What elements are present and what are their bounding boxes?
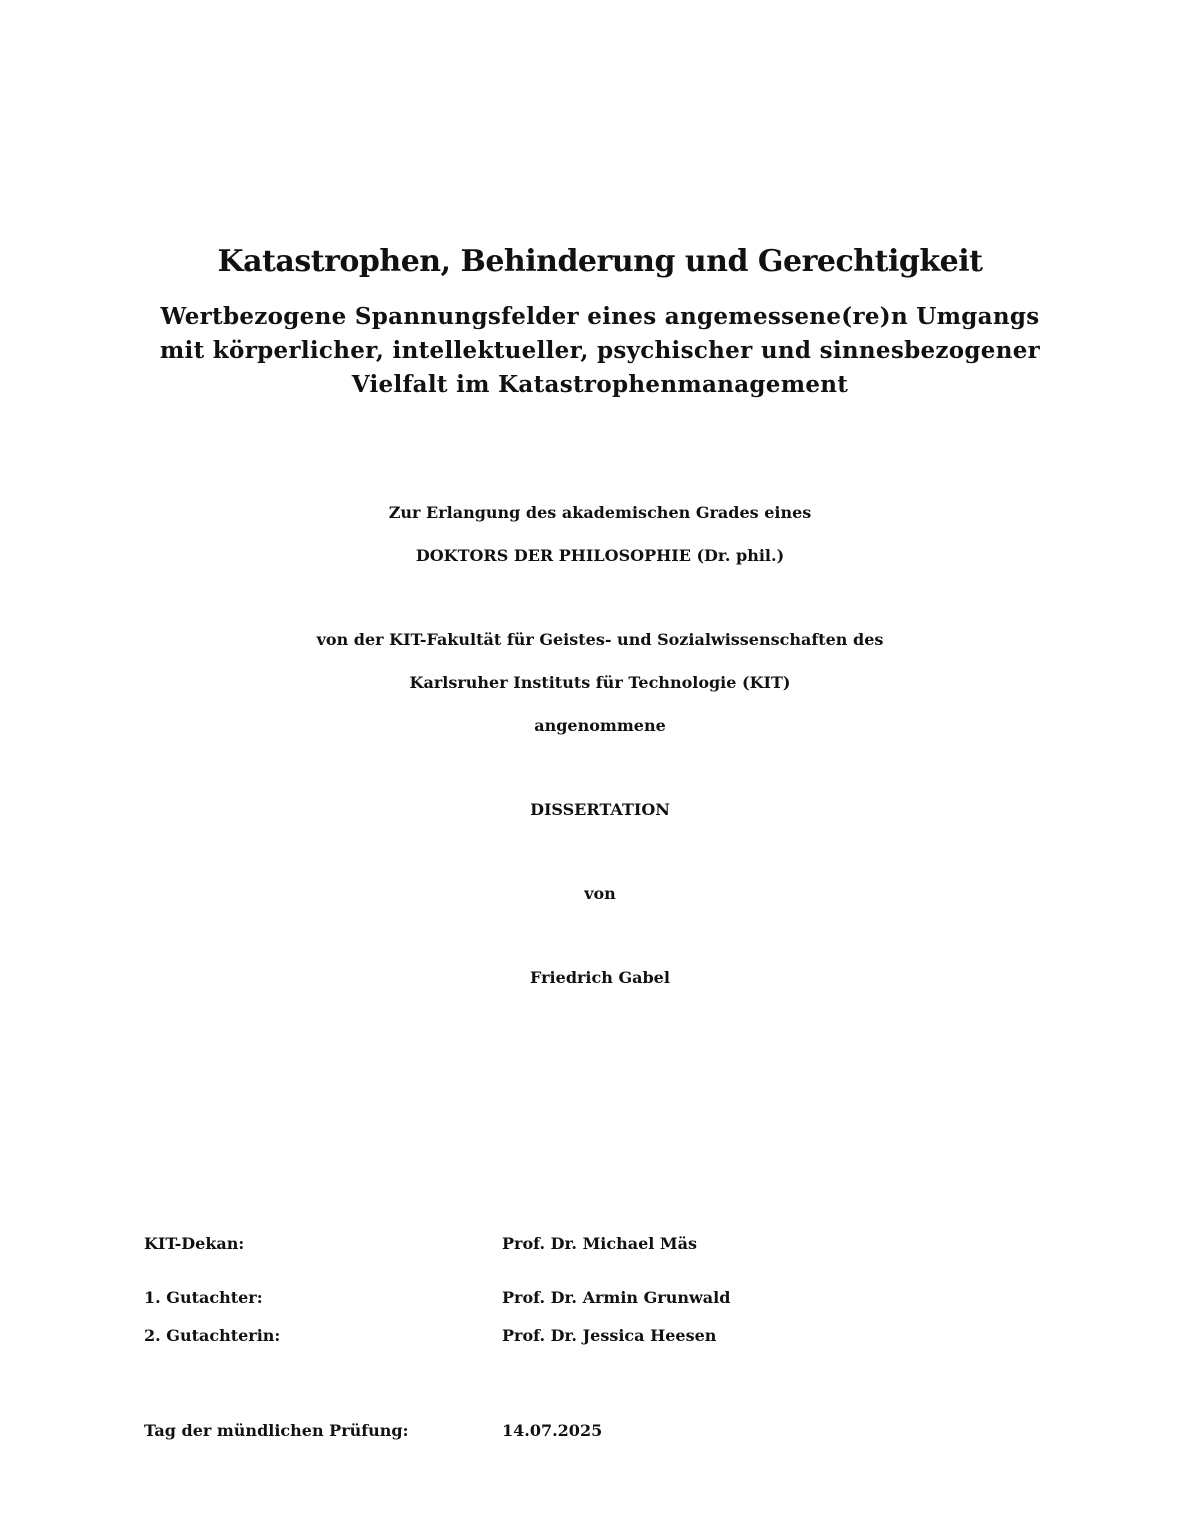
- committee-value: Prof. Dr. Michael Mäs: [502, 1234, 698, 1253]
- von-label: von: [584, 884, 616, 903]
- author-name: Friedrich Gabel: [530, 968, 670, 987]
- subtitle-line-1: Wertbezogene Spannungsfelder eines angemessene(re)n Umgangs: [160, 303, 1040, 330]
- exam-date-label: Tag der mündlichen Prüfung:: [144, 1421, 409, 1440]
- document-title: Katastrophen, Behinderung und Gerechtigkeit: [217, 244, 983, 279]
- committee-value: Prof. Dr. Jessica Heesen: [502, 1326, 717, 1345]
- committee-label: 2. Gutachterin:: [144, 1326, 281, 1345]
- faculty-line-3: angenommene: [534, 716, 666, 735]
- committee-value: Prof. Dr. Armin Grunwald: [502, 1288, 731, 1307]
- committee-label: KIT-Dekan:: [144, 1234, 245, 1253]
- faculty-line-1: von der KIT-Fakultät für Geistes- und Sozialwissenschaften des: [316, 630, 884, 649]
- document-type: DISSERTATION: [530, 800, 670, 819]
- committee-label: 1. Gutachter:: [144, 1288, 263, 1307]
- degree-line-1: Zur Erlangung des akademischen Grades eines: [388, 503, 812, 522]
- subtitle-line-3: Vielfalt im Katastrophenmanagement: [351, 371, 849, 398]
- degree-line-2: DOKTORS DER PHILOSOPHIE (Dr. phil.): [415, 546, 785, 565]
- faculty-line-2: Karlsruher Instituts für Technologie (KIT): [409, 673, 791, 692]
- exam-date-value: 14.07.2025: [502, 1421, 603, 1440]
- subtitle-line-2: mit körperlicher, intellektueller, psychischer und sinnesbezogener: [159, 337, 1041, 364]
